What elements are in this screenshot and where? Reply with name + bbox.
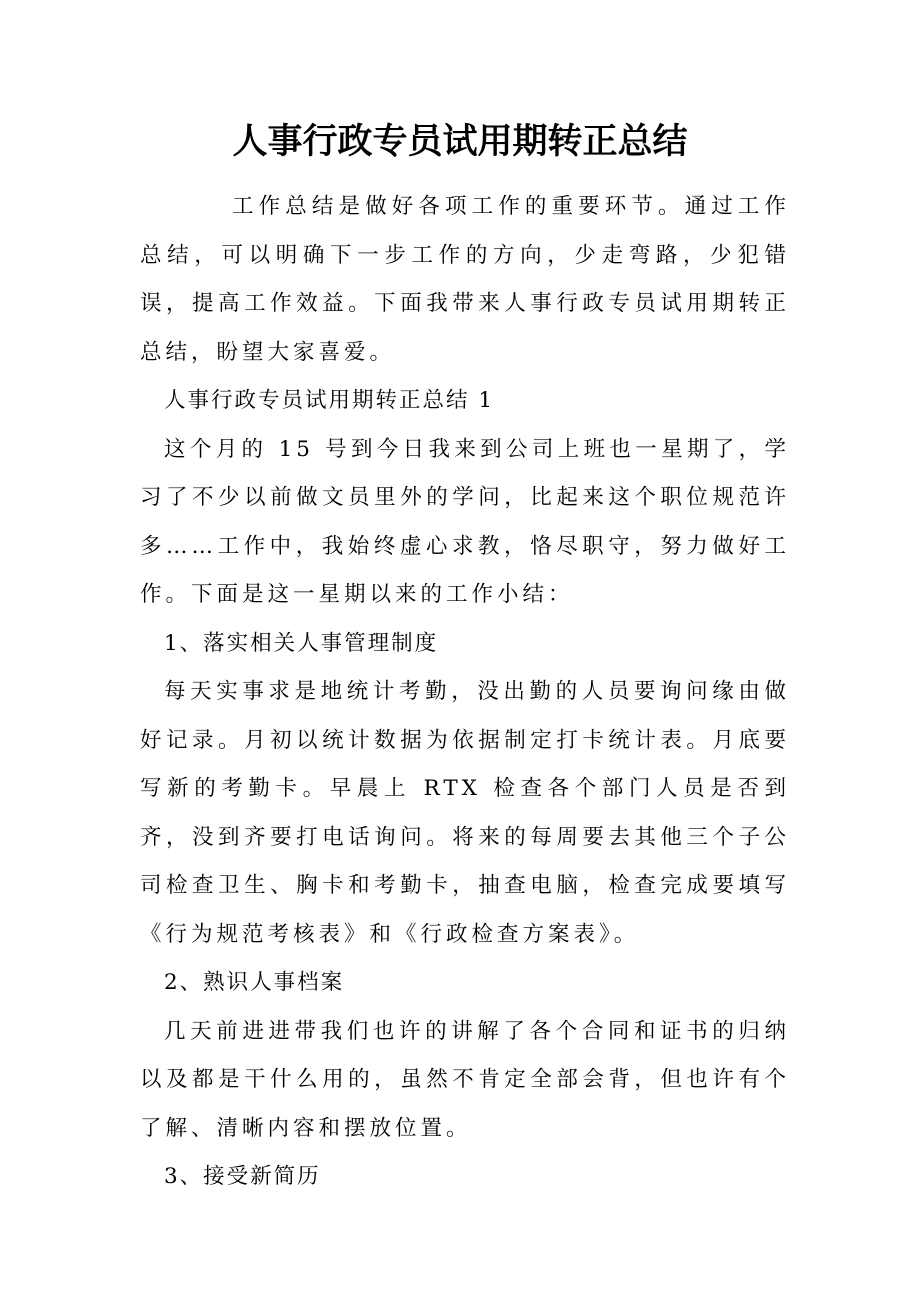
intro-paragraph: 工作总结是做好各项工作的重要环节。通过工作总结，可以明确下一步工作的方向，少走弯路，少犯错误，提高工作效益。下面我带来人事行政专员试用期转正总结，盼望大家喜爱。 — [140, 194, 790, 365]
body-paragraph-week-overview: 这个月的 15 号到今日我来到公司上班也一星期了，学习了不少以前做文员里外的学问，比起来这个职位规范许多……工作中，我始终虚心求教，恪尽职守，努力做好工作。下面是这一星期以来的工作小结： — [140, 436, 790, 607]
section-heading-summary-1: 人事行政专员试用期转正总结 1 — [164, 388, 495, 413]
document-body — [140, 183, 790, 1202]
body-paragraph-attendance: 每天实事求是地统计考勤，没出勤的人员要询问缘由做好记录。月初以统计数据为依据制定打卡统计表。月底要写新的考勤卡。早晨上 RTX 检查各个部门人员是否到齐，没到齐要打电话询问。将来的每周要去其他三个子公司检查卫生、胸卡和考勤卡，抽查电脑，检查完成要填写《行为规范考核表》和《行政检查方案表》。 — [140, 679, 790, 947]
section-heading-hr-policy: 1、落实相关人事管理制度 — [164, 630, 439, 656]
document-title: 人事行政专员试用期转正总结 — [232, 122, 688, 162]
body-paragraph-contracts: 几天前进进带我们也许的讲解了各个合同和证书的归纳以及都是干什么用的，虽然不肯定全部会背，但也许有个了解、清晰内容和摆放位置。 — [140, 1018, 790, 1141]
section-heading-new-resumes: 3、接受新简历 — [164, 1164, 321, 1189]
section-heading-hr-files: 2、熟识人事档案 — [164, 970, 345, 995]
